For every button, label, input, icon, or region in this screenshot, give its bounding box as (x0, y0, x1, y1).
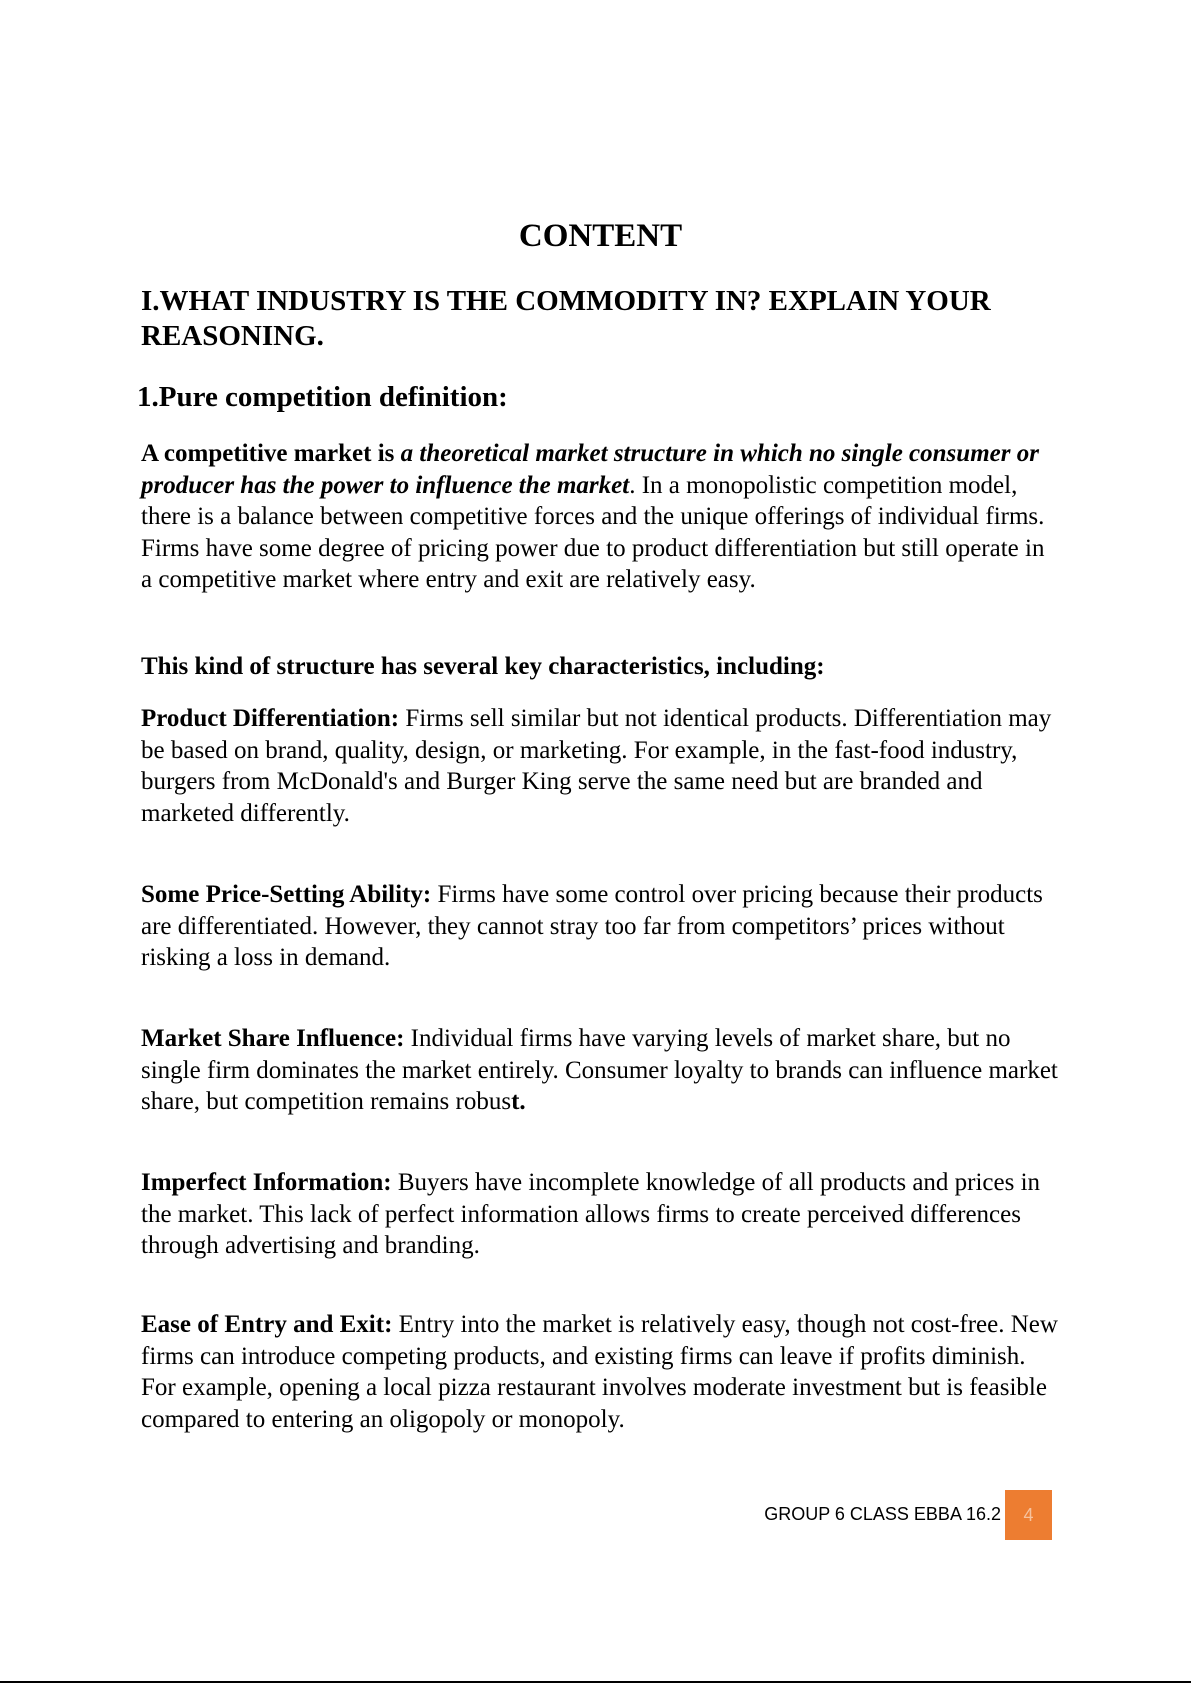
characteristic-text: Individual firms have varying levels of market share, but no single firm dominates the market entirely. Consumer loyalty to brands can influence market share, but competition remains robus (141, 1025, 1058, 1115)
intro-text: . In a monopolistic competition model, there is a balance between competitive forces and the unique offerings of individual firms. Firms have some degree of pricing power due to product differentiation but still operate in a competitive market where entry and exit are relatively easy. (141, 471, 1045, 593)
intro-paragraph (141, 438, 1061, 596)
page-title: CONTENT (518, 218, 683, 254)
sub-heading: 1.Pure competition definition: (137, 381, 508, 413)
characteristic-price-setting (141, 879, 1061, 974)
characteristic-product-differentiation (141, 703, 1061, 829)
intro-bold-lead: A competitive market is (141, 440, 401, 467)
characteristics-lead: This kind of structure has several key characteristics, including: (141, 653, 825, 680)
characteristic-entry-exit (141, 1309, 1061, 1435)
characteristic-label: Market Share Influence: (141, 1025, 405, 1052)
section-heading: I.WHAT INDUSTRY IS THE COMMODITY IN? EXPLAIN YOUR REASONING. (141, 285, 991, 352)
characteristic-text: Firms sell similar but not identical products. Differentiation may be based on brand, quality, design, or marketing. For example, in the fast-food industry, burgers from McDonald's and Burger King serve the same need but are branded and marketed differently. (141, 705, 1052, 827)
characteristic-label: Ease of Entry and Exit: (141, 1311, 393, 1338)
characteristic-text: Firms have some control over pricing because their products are differentiated. However, they cannot stray too far from competitors’ prices without risking a loss in demand. (141, 881, 1043, 971)
footer-label: GROUP 6 CLASS EBBA 16.2 (764, 1504, 1001, 1524)
characteristic-text: Buyers have incomplete knowledge of all products and prices in the market. This lack of perfect information allows firms to create perceived differences through advertising and branding. (141, 1169, 1041, 1259)
characteristic-text: Entry into the market is relatively easy, though not cost-free. New firms can introduce competing products, and existing firms can leave if profits diminish. For example, opening a local pizza restaurant involves moderate investment but is feasible compared to entering an oligopoly or monopoly. (141, 1311, 1058, 1433)
bottom-divider (0, 1681, 1191, 1683)
characteristic-label: Imperfect Information: (141, 1169, 392, 1196)
characteristic-imperfect-information (141, 1167, 1061, 1262)
characteristic-tail: t. (511, 1088, 526, 1115)
characteristic-market-share (141, 1023, 1061, 1118)
page-number: 4 (1005, 1490, 1052, 1540)
characteristic-label: Some Price-Setting Ability: (141, 881, 432, 908)
page-footer (0, 1490, 1191, 1540)
characteristic-label: Product Differentiation: (141, 705, 400, 732)
intro-definition: a theoretical market structure in which no single consumer or producer has the power to influence the market (141, 440, 1039, 499)
